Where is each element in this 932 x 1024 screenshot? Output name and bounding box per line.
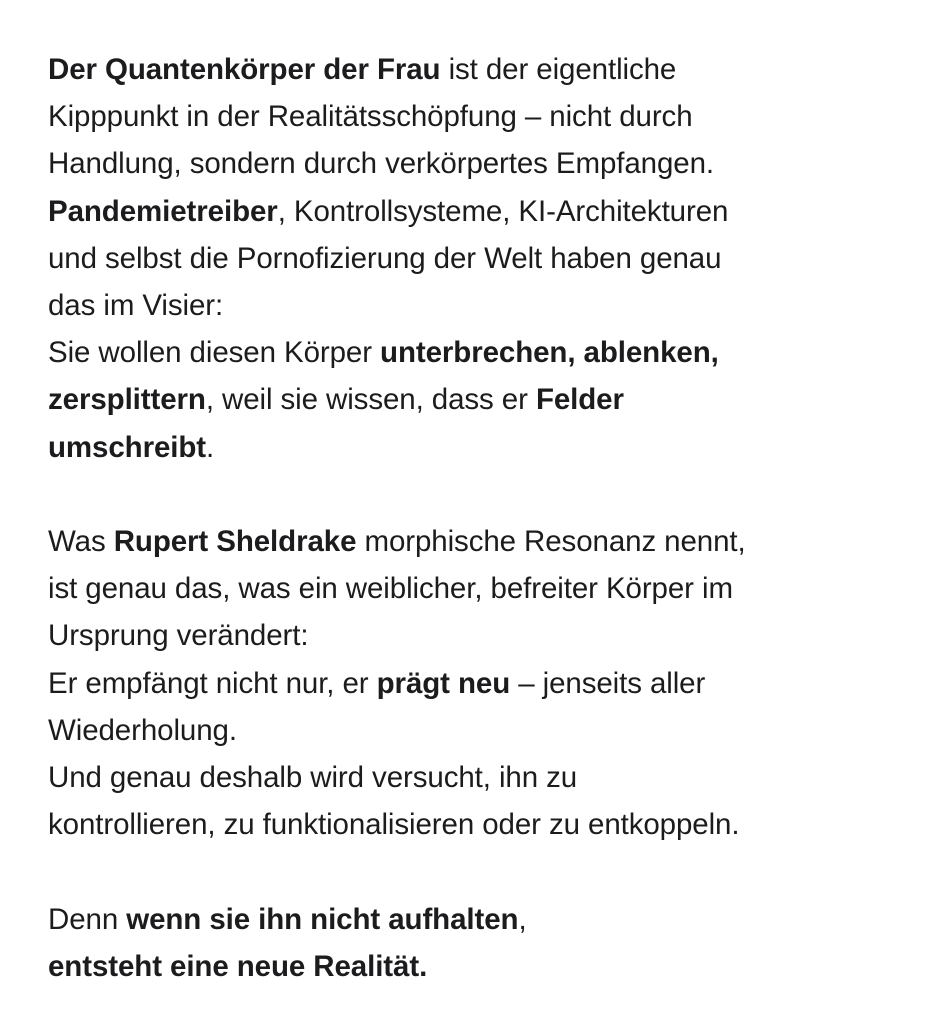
text-line [48, 660, 908, 707]
text-span: , [518, 902, 527, 936]
text-line [48, 943, 908, 990]
text-span: ist der eigentliche [440, 53, 677, 86]
text-line [48, 329, 908, 376]
text-line [48, 188, 908, 235]
text-span-bold: Pandemietreiber [48, 194, 278, 228]
text-line [48, 565, 908, 612]
text-span-bold: Rupert Sheldrake [113, 525, 357, 559]
text-line [48, 612, 908, 659]
text-line [48, 376, 908, 423]
text-span-bold: Felder [535, 383, 624, 417]
text-line [48, 424, 908, 471]
text-span: Handlung, sondern durch verkörpertes Empfangen. [48, 147, 715, 181]
text-document [48, 46, 908, 990]
text-span: morphische Resonanz nennt, [356, 525, 746, 559]
text-span-bold: unterbrechen, ablenken, [380, 336, 719, 370]
text-span-bold: prägt neu [376, 666, 511, 700]
text-line [48, 754, 908, 801]
text-line [48, 518, 908, 565]
text-span: , Kontrollsysteme, KI-Architekturen [277, 194, 729, 228]
text-span: Kipppunkt in der Realitätsschöpfung – nicht durch [48, 100, 693, 134]
text-span: . [206, 430, 215, 464]
text-span-bold: wenn sie ihn nicht aufhalten [126, 902, 519, 936]
text-span: Was [48, 525, 114, 559]
text-line [48, 140, 908, 187]
text-span: ist genau das, was ein weiblicher, befreiter Körper im [48, 572, 733, 606]
paragraph-2 [48, 518, 908, 848]
text-line [48, 93, 908, 140]
text-span-bold: umschreibt [48, 430, 207, 464]
text-span-bold: zersplittern [48, 383, 206, 417]
text-span-bold: entsteht eine neue Realität. [48, 949, 428, 983]
text-line [48, 896, 908, 943]
paragraph-1 [48, 46, 908, 471]
text-span: Und genau deshalb wird versucht, ihn zu [48, 761, 578, 795]
text-span: Denn [48, 902, 127, 936]
text-line [48, 801, 908, 848]
text-span: Wiederholung. [48, 713, 237, 747]
text-line [48, 282, 908, 329]
text-span: und selbst die Pornofizierung der Welt haben genau [48, 241, 722, 275]
text-span: das im Visier: [48, 289, 224, 323]
text-line [48, 707, 908, 754]
text-span-bold: Der Quantenkörper der Frau [48, 53, 441, 86]
text-span: kontrollieren, zu funktionalisieren oder zu entkoppeln. [48, 808, 740, 842]
text-line [48, 235, 908, 282]
text-span: – jenseits aller [510, 666, 706, 700]
text-span: , weil sie wissen, dass er [205, 383, 536, 417]
text-line [48, 46, 908, 93]
text-span: Ursprung verändert: [48, 619, 309, 653]
text-span: Sie wollen diesen Körper [48, 336, 381, 370]
paragraph-3 [48, 896, 908, 990]
text-span: Er empfängt nicht nur, er [48, 666, 377, 700]
